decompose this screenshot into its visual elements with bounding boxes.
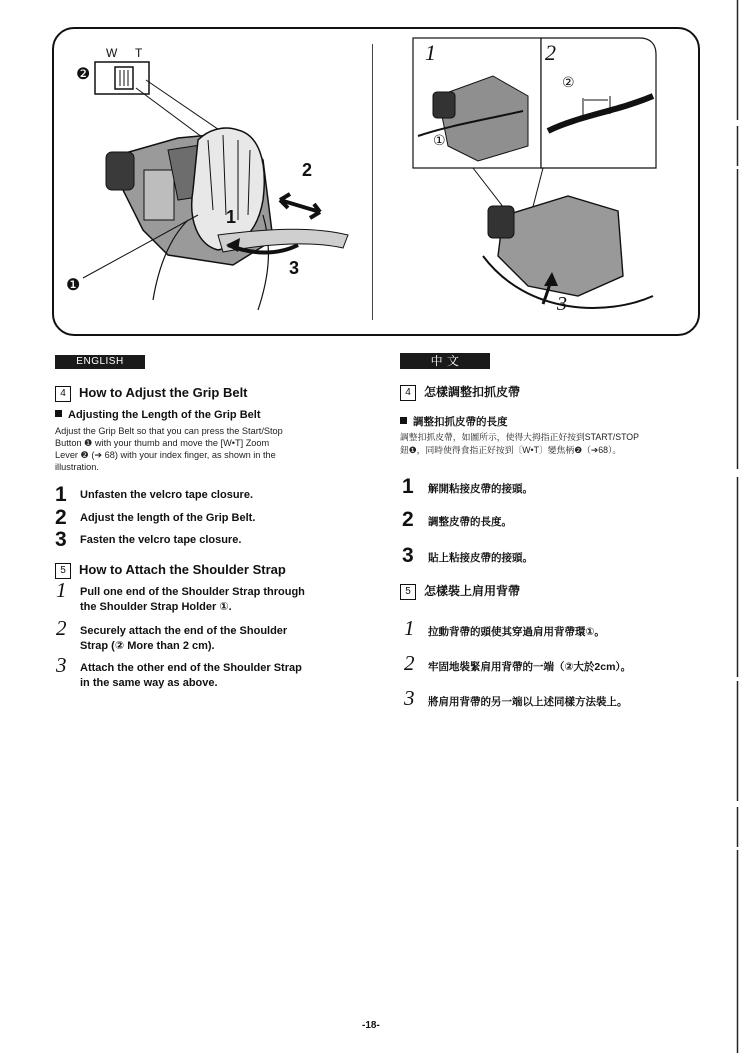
english-section-4-title: How to Adjust the Grip Belt bbox=[79, 385, 248, 400]
english-badge: ENGLISH bbox=[55, 355, 145, 369]
english-step-4-2-number: 2 bbox=[55, 506, 67, 529]
body-line: Adjust the Grip Belt so that you can press the Start/Stop bbox=[55, 426, 283, 436]
english-step-5-1-text bbox=[80, 585, 305, 615]
callout-2-left: ❷ bbox=[76, 66, 91, 83]
step-line: Pull one end of the Shoulder Strap through bbox=[80, 586, 305, 598]
scan-edge-line bbox=[736, 0, 739, 1053]
english-body bbox=[55, 425, 355, 473]
circled-2-right: ② bbox=[562, 74, 575, 90]
chinese-step-5-3-number: 3 bbox=[404, 686, 415, 710]
step-line: the Shoulder Strap Holder ①. bbox=[80, 601, 232, 613]
panel-label-3: 3 bbox=[557, 293, 567, 315]
arrow-label-3: 3 bbox=[289, 258, 300, 278]
chinese-step-4-1-text: 解開粘接皮帶的接頭。 bbox=[428, 483, 533, 495]
body-line-cn: 鈕❶，同時使得食指正好按到〔W•T〕變焦柄❷（➔68）。 bbox=[400, 445, 622, 455]
arrow-label-1: 1 bbox=[226, 207, 237, 227]
step-line: in the same way as above. bbox=[80, 677, 218, 689]
arrow-label-2: 2 bbox=[302, 160, 313, 180]
chinese-step-5-2-text: 牢固地裝緊肩用背帶的一端（②大於2cm）。 bbox=[428, 661, 632, 673]
chinese-step-5-2-number: 2 bbox=[404, 651, 415, 675]
section-4-number-cn: 4 bbox=[400, 385, 416, 401]
chinese-step-5-1-number: 1 bbox=[404, 616, 415, 640]
english-step-4-3-number: 3 bbox=[55, 528, 67, 551]
english-section-5-heading bbox=[55, 562, 286, 579]
chinese-step-4-3-text: 貼上粘接皮帶的接頭。 bbox=[428, 552, 533, 564]
panel-label-1: 1 bbox=[425, 40, 436, 65]
subtitle-text: Adjusting the Length of the Grip Belt bbox=[68, 409, 261, 421]
english-step-5-1-number: 1 bbox=[56, 578, 67, 602]
english-section-5-title: How to Attach the Shoulder Strap bbox=[79, 562, 286, 577]
chinese-section-5-title: 怎樣裝上肩用背帶 bbox=[424, 584, 521, 598]
shoulder-strap-illustration bbox=[378, 36, 690, 326]
english-step-5-2-number: 2 bbox=[56, 616, 67, 640]
subtitle-text-cn: 調整扣抓皮帶的長度 bbox=[413, 416, 508, 428]
section-5-number: 5 bbox=[55, 563, 71, 579]
zoom-lever-w-label: W bbox=[106, 46, 118, 60]
chinese-step-4-2-number: 2 bbox=[402, 508, 414, 531]
english-step-4-2-text: Adjust the length of the Grip Belt. bbox=[80, 512, 256, 524]
section-4-number: 4 bbox=[55, 386, 71, 402]
panel-label-2: 2 bbox=[545, 40, 556, 65]
section-5-number-cn: 5 bbox=[400, 584, 416, 600]
page-number: -18- bbox=[362, 1020, 380, 1031]
chinese-section-4-title: 怎樣調整扣抓皮帶 bbox=[424, 385, 521, 399]
english-step-4-1-number: 1 bbox=[55, 483, 67, 506]
illustration-divider bbox=[372, 44, 373, 320]
chinese-section-5-heading bbox=[400, 582, 520, 600]
english-step-5-3-number: 3 bbox=[56, 653, 67, 677]
chinese-section-4-heading bbox=[400, 383, 520, 401]
chinese-step-5-1-text: 拉動背帶的頭使其穿過肩用背帶環①。 bbox=[428, 626, 605, 638]
body-line: Button ❶ with your thumb and move the [W•T] Zoom bbox=[55, 438, 270, 448]
body-line: illustration. bbox=[55, 462, 99, 472]
zoom-lever-t-label: T bbox=[135, 46, 143, 60]
english-step-5-3-text bbox=[80, 661, 302, 691]
english-step-4-1-text: Unfasten the velcro tape closure. bbox=[80, 489, 253, 501]
grip-belt-illustration bbox=[58, 40, 370, 326]
camcorder-right bbox=[498, 196, 623, 296]
chinese-step-4-2-text: 調整皮帶的長度。 bbox=[428, 516, 512, 528]
english-section-4-heading bbox=[55, 385, 248, 402]
chinese-step-5-3-text: 將肩用背帶的另一端以上述同樣方法裝上。 bbox=[428, 696, 628, 708]
chinese-badge: 中 文 bbox=[400, 353, 490, 369]
chinese-step-4-3-number: 3 bbox=[402, 544, 414, 567]
circled-1-right: ① bbox=[433, 132, 446, 148]
body-line-cn: 調整扣抓皮帶，如圖所示，使得大拇指正好按到START/STOP bbox=[400, 432, 639, 442]
callout-1-left: ❶ bbox=[66, 277, 81, 294]
english-step-4-3-text: Fasten the velcro tape closure. bbox=[80, 534, 242, 546]
step-line: Attach the other end of the Shoulder Strap bbox=[80, 662, 302, 674]
chinese-body bbox=[400, 431, 700, 457]
chinese-step-4-1-number: 1 bbox=[402, 475, 414, 498]
step-line: Securely attach the end of the Shoulder bbox=[80, 625, 288, 637]
english-section-4-subtitle bbox=[55, 409, 260, 421]
body-line: Lever ❷ (➔ 68) with your index finger, as shown in the bbox=[55, 450, 276, 460]
step-line: Strap (② More than 2 cm). bbox=[80, 640, 215, 652]
english-step-5-2-text bbox=[80, 624, 287, 654]
chinese-section-4-subtitle bbox=[400, 414, 508, 429]
